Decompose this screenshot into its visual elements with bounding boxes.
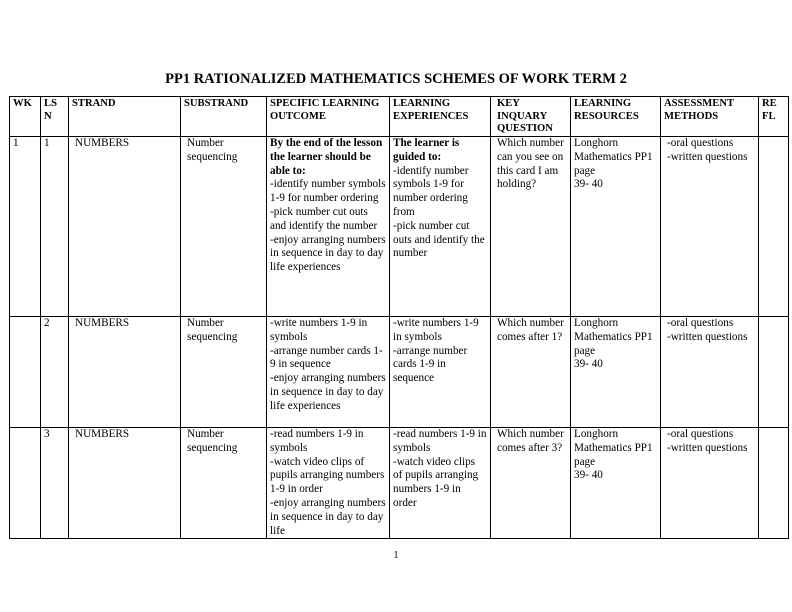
cell-week [10,428,41,539]
header-wk: WK [10,97,41,137]
cell-reflection [759,428,789,539]
header-specific-learning-outcome: SPECIFIC LEARNING OUTCOME [267,97,390,137]
cell-strand: NUMBERS [69,317,181,428]
cell-reflection [759,137,789,317]
cell-key-inquiry-question: Which number comes after 3? [491,428,571,539]
cell-substrand: Number sequencing [181,428,267,539]
cell-assessment-methods: -oral questions -written questions [661,428,759,539]
cell-key-inquiry-question: Which number comes after 1? [491,317,571,428]
table-row [10,428,789,539]
header-key-inquiry-question: KEY INQUARY QUESTION [491,97,571,137]
document-title: PP1 RATIONALIZED MATHEMATICS SCHEMES OF WORK TERM 2 [165,71,627,87]
cell-strand: NUMBERS [69,137,181,317]
header-lsn: LS N [41,97,69,137]
cell-lesson: 1 [41,137,69,317]
header-assessment-methods: ASSESSMENT METHODS [661,97,759,137]
page-number: 1 [393,550,399,561]
table-row [10,137,789,317]
header-learning-experiences: LEARNING EXPERIENCES [390,97,491,137]
cell-key-inquiry-question: Which number can you see on this card I am holding? [491,137,571,317]
cell-reflection [759,317,789,428]
cell-strand: NUMBERS [69,428,181,539]
cell-substrand: Number sequencing [181,137,267,317]
cell-substrand: Number sequencing [181,317,267,428]
header-substrand: SUBSTRAND [181,97,267,137]
cell-learning-resources: Longhorn Mathematics PP1 page 39- 40 [571,428,661,539]
header-strand: STRAND [69,97,181,137]
experiences-intro: The learner is guided to: [393,137,460,163]
experiences-text: -identify number symbols 1-9 for number ordering from -pick number cut outs and identify the number [393,164,485,260]
cell-learning-experiences [390,137,491,317]
slo-text: -identify number symbols 1-9 for number ordering -pick number cut outs and identify the number -enjoy arranging numbers in sequence in day to day life experiences [270,178,386,274]
cell-assessment-methods: -oral questions -written questions [661,137,759,317]
header-reflection: RE FL [759,97,789,137]
scheme-of-work-table [9,96,789,539]
cell-specific-learning-outcome: -read numbers 1-9 in symbols -watch video clips of pupils arranging numbers 1-9 in order -enjoy arranging numbers in sequence in day to day life [267,428,390,539]
cell-specific-learning-outcome: -write numbers 1-9 in symbols -arrange number cards 1-9 in sequence -enjoy arranging numbers in sequence in day to day life experiences [267,317,390,428]
cell-specific-learning-outcome [267,137,390,317]
cell-week: 1 [10,137,41,317]
cell-learning-experiences: -write numbers 1-9 in symbols -arrange number cards 1-9 in sequence [390,317,491,428]
header-learning-resources: LEARNING RESOURCES [571,97,661,137]
table-row [10,317,789,428]
cell-week [10,317,41,428]
cell-learning-resources: Longhorn Mathematics PP1 page 39- 40 [571,137,661,317]
cell-learning-resources: Longhorn Mathematics PP1 page 39- 40 [571,317,661,428]
table-header-row [10,97,789,137]
cell-lesson: 3 [41,428,69,539]
cell-learning-experiences: -read numbers 1-9 in symbols -watch video clips of pupils arranging numbers 1-9 in order [390,428,491,539]
slo-intro: By the end of the lesson the learner should be able to: [270,137,383,177]
cell-assessment-methods: -oral questions -written questions [661,317,759,428]
cell-lesson: 2 [41,317,69,428]
